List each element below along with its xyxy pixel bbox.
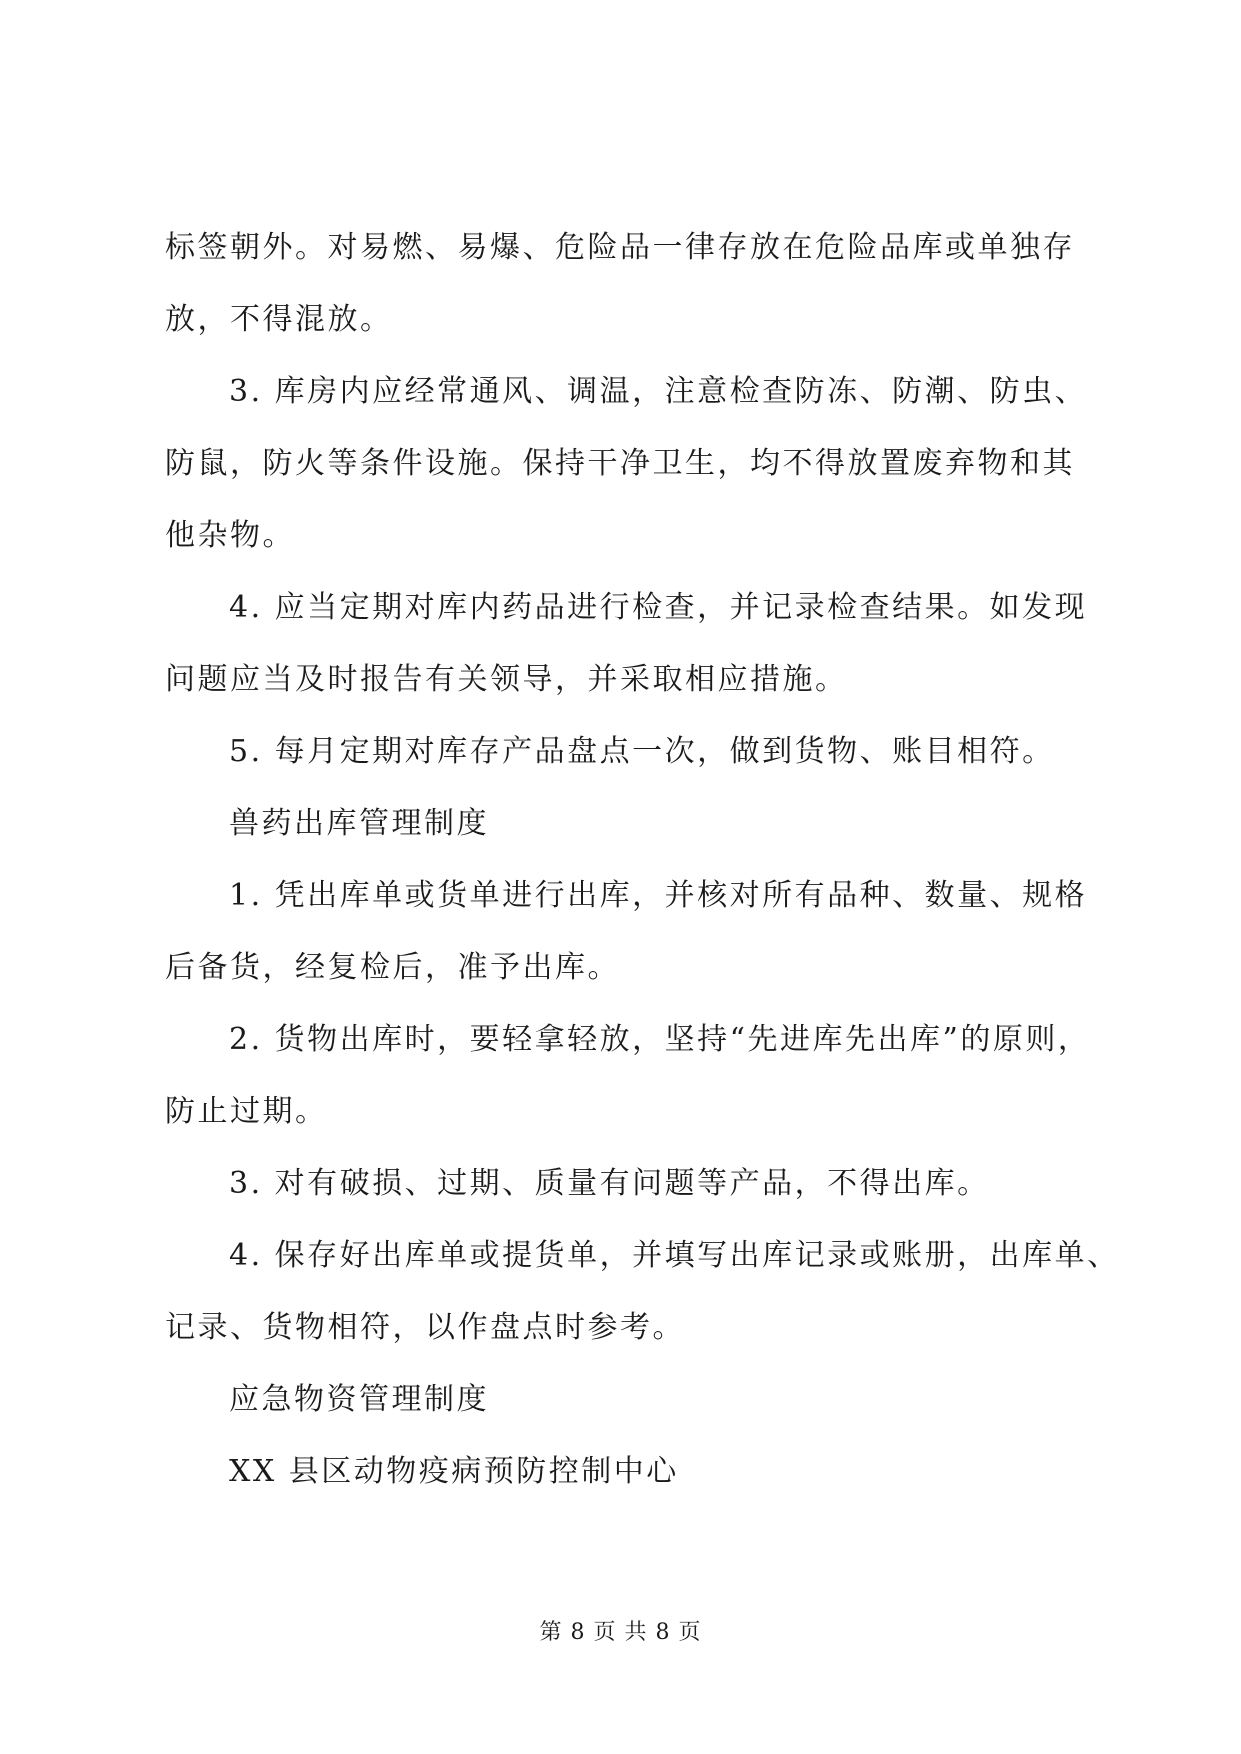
body-line: 问题应当及时报告有关领导，并采取相应措施。 bbox=[165, 662, 848, 697]
document-body bbox=[165, 228, 1120, 1524]
section-heading: 应急物资管理制度 bbox=[229, 1382, 489, 1417]
body-line: 防鼠，防火等条件设施。保持干净卫生，均不得放置废弃物和其 bbox=[165, 446, 1075, 481]
body-line: 2. 货物出库时，要轻拿轻放，坚持“先进库先出库”的原则， bbox=[229, 1022, 1091, 1057]
page-number: 第 8 页 共 8 页 bbox=[539, 1620, 702, 1645]
body-line: 4. 保存好出库单或提货单，并填写出库记录或账册，出库单、 bbox=[229, 1238, 1120, 1273]
body-line: 后备货，经复检后，准予出库。 bbox=[165, 950, 620, 985]
body-line: 标签朝外。对易燃、易爆、危险品一律存放在危险品库或单独存 bbox=[165, 230, 1075, 265]
body-line: 1. 凭出库单或货单进行出库，并核对所有品种、数量、规格 bbox=[229, 878, 1088, 913]
body-line: 3. 对有破损、过期、质量有问题等产品，不得出库。 bbox=[229, 1166, 990, 1201]
section-heading: 兽药出库管理制度 bbox=[229, 806, 489, 841]
body-line: 5. 每月定期对库存产品盘点一次，做到货物、账目相符。 bbox=[229, 734, 1055, 769]
organization-name: XX 县区动物疫病预防控制中心 bbox=[229, 1454, 679, 1489]
body-line: 他杂物。 bbox=[165, 518, 295, 553]
body-line: 放，不得混放。 bbox=[165, 302, 393, 337]
body-line: 4. 应当定期对库内药品进行检查，并记录检查结果。如发现 bbox=[229, 590, 1088, 625]
body-line: 3. 库房内应经常通风、调温，注意检查防冻、防潮、防虫、 bbox=[229, 374, 1088, 409]
body-line: 防止过期。 bbox=[165, 1094, 328, 1129]
body-line: 记录、货物相符，以作盘点时参考。 bbox=[165, 1310, 685, 1345]
